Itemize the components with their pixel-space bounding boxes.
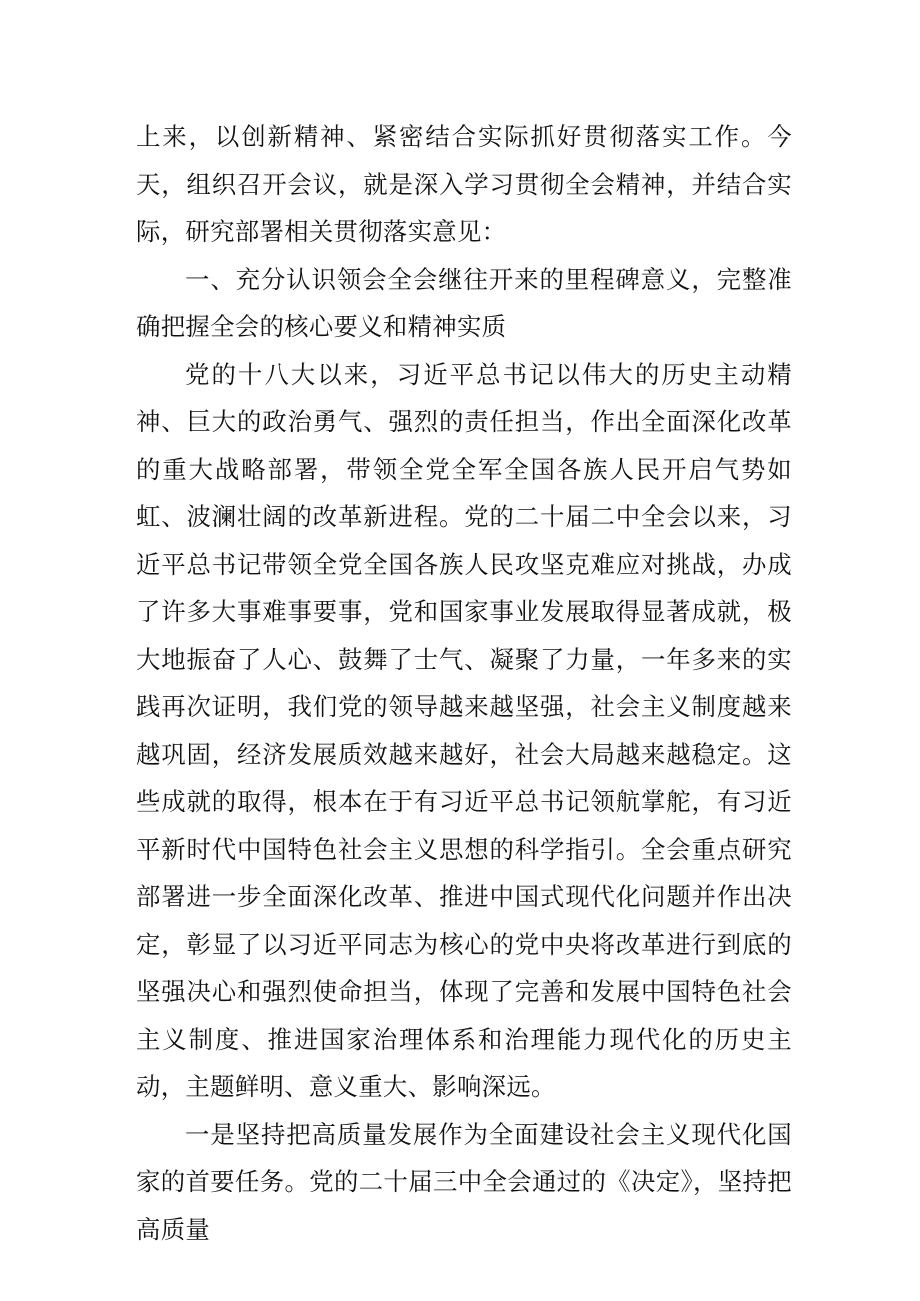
body-paragraph-2: 党的十八大以来，习近平总书记以伟大的历史主动精神、巨大的政治勇气、强烈的责任担当，作出全面深化改革的重大战略部署，带领全党全军全国各族人民开启气势如虹、波澜壮阔的改革新进程。党的二十届二中全会以来，习近平总书记带领全党全国各族人民攻坚克难应对挑战，办成了许多大事难事要事，党和国家事业发展取得显著成就，极大地振奋了人心、鼓舞了士气、凝聚了力量，一年多来的实践再次证明，我们党的领导越来越坚强，社会主义制度越来越巩固，经济发展质效越来越好，社会大局越来越稳定。这些成就的取得，根本在于有习近平总书记领航掌舵，有习近平新时代中国特色社会主义思想的科学指引。全会重点研究部署进一步全面深化改革、推进中国式现代化问题并作出决定，彰显了以习近平同志为核心的党中央将改革进行到底的坚强决心和强烈使命担当，体现了完善和发展中国特色社会主义制度、推进国家治理体系和治理能力现代化的历史主动，主题鲜明、意义重大、影响深远。 — [136, 359, 792, 1101]
body-paragraph-3: 一是坚持把高质量发展作为全面建设社会主义现代化国家的首要任务。党的二十届三中全会通过的《决定》，坚持把高质量 — [136, 1119, 792, 1244]
body-paragraph-1: 上来，以创新精神、紧密结合实际抓好贯彻落实工作。今天，组织召开会议，就是深入学习贯彻全会精神，并结合实际，研究部署相关贯彻落实意见： — [136, 122, 792, 246]
document-page — [136, 113, 792, 1253]
section-heading-1: 一、充分认识领会全会继往开来的里程碑意义，完整准确把握全会的核心要义和精神实质 — [136, 264, 792, 341]
